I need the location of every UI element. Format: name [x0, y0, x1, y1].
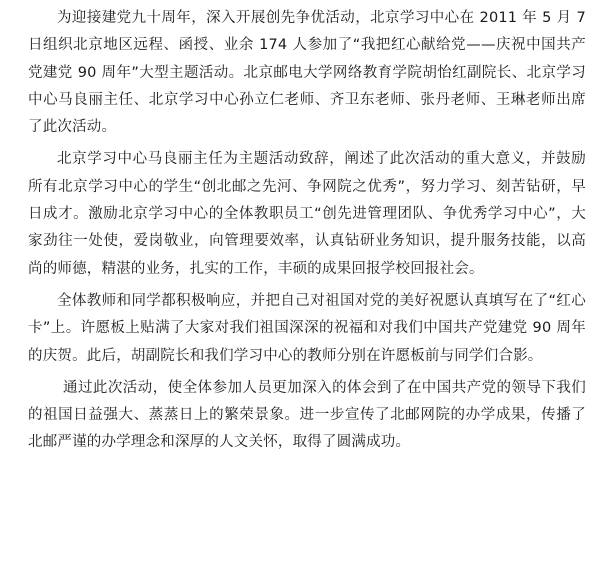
paragraph-event-intro: 为迎接建党九十周年，深入开展创先争优活动，北京学习中心在 2011 年 5 月 7 日组织北京地区远程、函授、业余 174 人参加了“我把红心献给党——庆祝中国共产党建党 90 周年”大型主题活动。北京邮电大学网络教育学院胡怡红副院长、北京学习中心马良丽主任、北京学习中心孙立仁老师、齐卫东老师、张丹老师、王琳老师出席了此次活动。 — [28, 10, 586, 136]
article-body — [28, 5, 586, 457]
paragraph-red-heart-cards: 全体教师和同学都积极响应，并把自己对祖国对党的美好祝愿认真填写在了“红心卡”上。许愿板上贴满了大家对我们祖国深深的祝福和对我们中国共产党建党 90 周年的庆贺。此后，胡副院长和我们学习中心的教师分别在许愿板前与同学们合影。 — [28, 292, 586, 364]
paragraph-conclusion: 通过此次活动，使全体参加人员更加深入的体会到了在中国共产党的领导下我们的祖国日益强大、蒸蒸日上的繁荣景象。进一步宣传了北邮网院的办学成果，传播了北邮严谨的办学理念和深厚的人文关怀，取得了圆满成功。 — [28, 379, 586, 451]
paragraph-director-speech: 北京学习中心马良丽主任为主题活动致辞，阐述了此次活动的重大意义，并鼓励所有北京学习中心的学生“创北邮之先河、争网院之优秀”，努力学习、刻苦钻研，早日成才。激励北京学习中心的全体教职员工“创先进管理团队、争优秀学习中心”，大家劲往一处使，爱岗敬业，向管理要效率，认真钻研业务知识，提升服务技能，以高尚的师德，精湛的业务，扎实的工作，丰硕的成果回报学校回报社会。 — [28, 151, 586, 277]
